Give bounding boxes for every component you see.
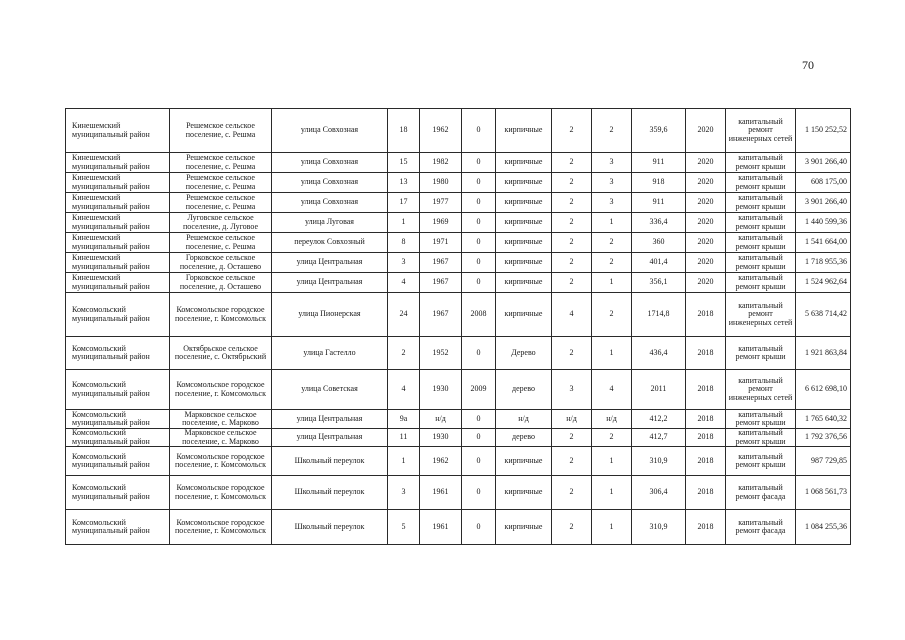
cell-street: улица Советская xyxy=(272,370,388,410)
cell-cost: 1 921 863,84 xyxy=(796,337,851,370)
table-row xyxy=(66,109,851,153)
cell-street: Школьный переулок xyxy=(272,447,388,476)
cell-planned-year: 2018 xyxy=(686,410,726,429)
cell-district: Кинешемский муниципальный район xyxy=(66,253,170,273)
cell-planned-year: 2020 xyxy=(686,153,726,173)
cell-year-built: 1971 xyxy=(420,233,462,253)
cell-street: улица Совхозная xyxy=(272,193,388,213)
cell-year-last-repair: 0 xyxy=(462,410,496,429)
cell-floors: 2 xyxy=(552,109,592,153)
cell-street: улица Центральная xyxy=(272,429,388,447)
cell-area: 401,4 xyxy=(632,253,686,273)
cell-year-built: 1967 xyxy=(420,273,462,293)
cell-entrances: 1 xyxy=(592,476,632,510)
cell-work-type: капитальный ремонт крыши xyxy=(726,173,796,193)
cell-entrances: 4 xyxy=(592,370,632,410)
cell-entrances: н/д xyxy=(592,410,632,429)
cell-cost: 3 901 266,40 xyxy=(796,193,851,213)
cell-house-number: 8 xyxy=(388,233,420,253)
cell-planned-year: 2020 xyxy=(686,109,726,153)
cell-settlement: Комсомольское городское поселение, г. Комсомольск xyxy=(170,510,272,545)
cell-area: 436,4 xyxy=(632,337,686,370)
cell-work-type: капитальный ремонт крыши xyxy=(726,233,796,253)
cell-street: улица Центральная xyxy=(272,410,388,429)
cell-floors: 2 xyxy=(552,173,592,193)
cell-year-built: 1967 xyxy=(420,253,462,273)
cell-work-type: капитальный ремонт крыши xyxy=(726,429,796,447)
cell-settlement: Марковское сельское поселение, с. Марково xyxy=(170,410,272,429)
cell-cost: 987 729,85 xyxy=(796,447,851,476)
cell-work-type: капитальный ремонт крыши xyxy=(726,253,796,273)
cell-work-type: капитальный ремонт инженерных сетей xyxy=(726,109,796,153)
cell-entrances: 3 xyxy=(592,173,632,193)
cell-settlement: Комсомольское городское поселение, г. Комсомольск xyxy=(170,370,272,410)
cell-street: улица Совхозная xyxy=(272,109,388,153)
cell-district: Кинешемский муниципальный район xyxy=(66,173,170,193)
cell-street: улица Гастелло xyxy=(272,337,388,370)
cell-year-built: 1930 xyxy=(420,429,462,447)
cell-year-built: 1961 xyxy=(420,476,462,510)
cell-year-built: 1982 xyxy=(420,153,462,173)
cell-cost: 1 524 962,64 xyxy=(796,273,851,293)
cell-year-built: 1930 xyxy=(420,370,462,410)
cell-area: 360 xyxy=(632,233,686,253)
cell-settlement: Комсомольское городское поселение, г. Комсомольск xyxy=(170,293,272,337)
cell-year-last-repair: 0 xyxy=(462,429,496,447)
cell-entrances: 2 xyxy=(592,429,632,447)
cell-planned-year: 2020 xyxy=(686,173,726,193)
cell-floors: 2 xyxy=(552,233,592,253)
cell-work-type: капитальный ремонт крыши xyxy=(726,337,796,370)
table-row xyxy=(66,410,851,429)
cell-area: 359,6 xyxy=(632,109,686,153)
cell-house-number: 2 xyxy=(388,337,420,370)
cell-house-number: 17 xyxy=(388,193,420,213)
cell-district: Комсомольский муниципальный район xyxy=(66,410,170,429)
cell-planned-year: 2018 xyxy=(686,447,726,476)
cell-cost: 1 084 255,36 xyxy=(796,510,851,545)
cell-district: Кинешемский муниципальный район xyxy=(66,193,170,213)
cell-wall-material: кирпичные xyxy=(496,193,552,213)
cell-district: Комсомольский муниципальный район xyxy=(66,337,170,370)
cell-planned-year: 2020 xyxy=(686,193,726,213)
cell-street: улица Совхозная xyxy=(272,153,388,173)
table-row xyxy=(66,447,851,476)
cell-house-number: 11 xyxy=(388,429,420,447)
cell-work-type: капитальный ремонт фасада xyxy=(726,510,796,545)
cell-floors: 2 xyxy=(552,447,592,476)
cell-planned-year: 2018 xyxy=(686,510,726,545)
cell-work-type: капитальный ремонт крыши xyxy=(726,447,796,476)
cell-year-last-repair: 0 xyxy=(462,273,496,293)
cell-district: Комсомольский муниципальный район xyxy=(66,429,170,447)
page-number: 70 xyxy=(802,58,814,72)
cell-year-last-repair: 0 xyxy=(462,193,496,213)
cell-floors: 2 xyxy=(552,510,592,545)
cell-floors: 4 xyxy=(552,293,592,337)
cell-year-last-repair: 0 xyxy=(462,253,496,273)
cell-year-last-repair: 0 xyxy=(462,447,496,476)
cell-floors: 2 xyxy=(552,273,592,293)
cell-floors: н/д xyxy=(552,410,592,429)
cell-district: Кинешемский муниципальный район xyxy=(66,153,170,173)
cell-settlement: Горковское сельское поселение, д. Осташево xyxy=(170,273,272,293)
cell-settlement: Решемское сельское поселение, с. Решма xyxy=(170,233,272,253)
cell-year-last-repair: 0 xyxy=(462,337,496,370)
cell-entrances: 1 xyxy=(592,510,632,545)
cell-house-number: 18 xyxy=(388,109,420,153)
cell-street: улица Луговая xyxy=(272,213,388,233)
table-body xyxy=(66,109,851,545)
cell-floors: 2 xyxy=(552,193,592,213)
cell-settlement: Комсомольское городское поселение, г. Комсомольск xyxy=(170,447,272,476)
cell-area: 412,2 xyxy=(632,410,686,429)
cell-entrances: 2 xyxy=(592,233,632,253)
cell-floors: 2 xyxy=(552,213,592,233)
cell-year-last-repair: 0 xyxy=(462,476,496,510)
cell-planned-year: 2018 xyxy=(686,429,726,447)
cell-area: 918 xyxy=(632,173,686,193)
table-row xyxy=(66,370,851,410)
cell-house-number: 24 xyxy=(388,293,420,337)
cell-wall-material: кирпичные xyxy=(496,273,552,293)
cell-settlement: Комсомольское городское поселение, г. Комсомольск xyxy=(170,476,272,510)
cell-year-built: 1977 xyxy=(420,193,462,213)
cell-area: 911 xyxy=(632,193,686,213)
table-row xyxy=(66,337,851,370)
cell-planned-year: 2020 xyxy=(686,253,726,273)
cell-house-number: 4 xyxy=(388,370,420,410)
cell-planned-year: 2020 xyxy=(686,273,726,293)
cell-year-built: 1962 xyxy=(420,109,462,153)
cell-year-last-repair: 2009 xyxy=(462,370,496,410)
cell-settlement: Марковское сельское поселение, с. Марково xyxy=(170,429,272,447)
cell-entrances: 1 xyxy=(592,337,632,370)
cell-cost: 1 541 664,00 xyxy=(796,233,851,253)
cell-work-type: капитальный ремонт крыши xyxy=(726,410,796,429)
cell-entrances: 3 xyxy=(592,153,632,173)
cell-entrances: 2 xyxy=(592,253,632,273)
cell-wall-material: дерево xyxy=(496,429,552,447)
cell-street: переулок Совхозный xyxy=(272,233,388,253)
cell-year-built: 1962 xyxy=(420,447,462,476)
cell-entrances: 3 xyxy=(592,193,632,213)
cell-floors: 2 xyxy=(552,429,592,447)
cell-wall-material: кирпичные xyxy=(496,173,552,193)
cell-work-type: капитальный ремонт крыши xyxy=(726,193,796,213)
cell-wall-material: кирпичные xyxy=(496,213,552,233)
cell-settlement: Решемское сельское поселение, с. Решма xyxy=(170,173,272,193)
table-row xyxy=(66,153,851,173)
cell-cost: 1 150 252,52 xyxy=(796,109,851,153)
table-row xyxy=(66,293,851,337)
cell-house-number: 1 xyxy=(388,213,420,233)
cell-settlement: Решемское сельское поселение, с. Решма xyxy=(170,153,272,173)
cell-house-number: 5 xyxy=(388,510,420,545)
cell-wall-material: кирпичные xyxy=(496,510,552,545)
cell-entrances: 2 xyxy=(592,109,632,153)
cell-house-number: 1 xyxy=(388,447,420,476)
cell-district: Комсомольский муниципальный район xyxy=(66,510,170,545)
cell-street: улица Пионерская xyxy=(272,293,388,337)
table-row xyxy=(66,429,851,447)
cell-year-last-repair: 2008 xyxy=(462,293,496,337)
cell-house-number: 4 xyxy=(388,273,420,293)
cell-area: 911 xyxy=(632,153,686,173)
cell-planned-year: 2020 xyxy=(686,213,726,233)
cell-district: Кинешемский муниципальный район xyxy=(66,233,170,253)
cell-year-last-repair: 0 xyxy=(462,173,496,193)
cell-entrances: 1 xyxy=(592,273,632,293)
cell-work-type: капитальный ремонт инженерных сетей xyxy=(726,370,796,410)
cell-wall-material: кирпичные xyxy=(496,476,552,510)
cell-year-built: 1980 xyxy=(420,173,462,193)
cell-area: 310,9 xyxy=(632,510,686,545)
cell-wall-material: кирпичные xyxy=(496,253,552,273)
cell-street: Школьный переулок xyxy=(272,476,388,510)
cell-cost: 5 638 714,42 xyxy=(796,293,851,337)
cell-work-type: капитальный ремонт крыши xyxy=(726,273,796,293)
cell-settlement: Решемское сельское поселение, с. Решма xyxy=(170,193,272,213)
cell-work-type: капитальный ремонт инженерных сетей xyxy=(726,293,796,337)
cell-year-built: 1967 xyxy=(420,293,462,337)
cell-area: 412,7 xyxy=(632,429,686,447)
cell-year-last-repair: 0 xyxy=(462,233,496,253)
cell-year-built: 1952 xyxy=(420,337,462,370)
cell-wall-material: кирпичные xyxy=(496,293,552,337)
table-row xyxy=(66,476,851,510)
cell-wall-material: Дерево xyxy=(496,337,552,370)
cell-year-last-repair: 0 xyxy=(462,109,496,153)
cell-floors: 2 xyxy=(552,253,592,273)
cell-street: улица Центральная xyxy=(272,253,388,273)
cell-cost: 1 440 599,36 xyxy=(796,213,851,233)
cell-settlement: Горковское сельское поселение, д. Осташево xyxy=(170,253,272,273)
cell-floors: 2 xyxy=(552,476,592,510)
cell-street: Школьный переулок xyxy=(272,510,388,545)
cell-cost: 6 612 698,10 xyxy=(796,370,851,410)
cell-area: 2011 xyxy=(632,370,686,410)
cell-district: Кинешемский муниципальный район xyxy=(66,109,170,153)
cell-entrances: 2 xyxy=(592,293,632,337)
cell-year-built: н/д xyxy=(420,410,462,429)
cell-house-number: 3 xyxy=(388,476,420,510)
cell-house-number: 13 xyxy=(388,173,420,193)
cell-floors: 3 xyxy=(552,370,592,410)
cell-planned-year: 2020 xyxy=(686,233,726,253)
cell-settlement: Луговское сельское поселение, д. Луговое xyxy=(170,213,272,233)
cell-year-last-repair: 0 xyxy=(462,213,496,233)
table-row xyxy=(66,213,851,233)
cell-planned-year: 2018 xyxy=(686,293,726,337)
cell-planned-year: 2018 xyxy=(686,476,726,510)
cell-district: Комсомольский муниципальный район xyxy=(66,370,170,410)
cell-cost: 608 175,00 xyxy=(796,173,851,193)
cell-area: 356,1 xyxy=(632,273,686,293)
table-row xyxy=(66,233,851,253)
cell-year-built: 1961 xyxy=(420,510,462,545)
cell-work-type: капитальный ремонт крыши xyxy=(726,153,796,173)
cell-area: 310,9 xyxy=(632,447,686,476)
cell-settlement: Решемское сельское поселение, с. Решма xyxy=(170,109,272,153)
cell-wall-material: кирпичные xyxy=(496,109,552,153)
table-row xyxy=(66,193,851,213)
cell-district: Кинешемский муниципальный район xyxy=(66,273,170,293)
cell-district: Комсомольский муниципальный район xyxy=(66,447,170,476)
cell-wall-material: дерево xyxy=(496,370,552,410)
cell-planned-year: 2018 xyxy=(686,370,726,410)
cell-street: улица Центральная xyxy=(272,273,388,293)
cell-cost: 1 792 376,56 xyxy=(796,429,851,447)
cell-floors: 2 xyxy=(552,153,592,173)
cell-cost: 3 901 266,40 xyxy=(796,153,851,173)
cell-wall-material: кирпичные xyxy=(496,153,552,173)
cell-district: Комсомольский муниципальный район xyxy=(66,476,170,510)
cell-wall-material: н/д xyxy=(496,410,552,429)
cell-cost: 1 068 561,73 xyxy=(796,476,851,510)
table-row xyxy=(66,510,851,545)
cell-year-last-repair: 0 xyxy=(462,153,496,173)
cell-wall-material: кирпичные xyxy=(496,447,552,476)
table-row xyxy=(66,273,851,293)
cell-area: 1714,8 xyxy=(632,293,686,337)
repair-program-table xyxy=(65,108,851,545)
table-row xyxy=(66,173,851,193)
cell-district: Комсомольский муниципальный район xyxy=(66,293,170,337)
cell-planned-year: 2018 xyxy=(686,337,726,370)
cell-district: Кинешемский муниципальный район xyxy=(66,213,170,233)
cell-area: 336,4 xyxy=(632,213,686,233)
cell-year-last-repair: 0 xyxy=(462,510,496,545)
table-row xyxy=(66,253,851,273)
cell-work-type: капитальный ремонт крыши xyxy=(726,213,796,233)
cell-house-number: 15 xyxy=(388,153,420,173)
cell-entrances: 1 xyxy=(592,447,632,476)
cell-area: 306,4 xyxy=(632,476,686,510)
cell-settlement: Октябрьское сельское поселение, с. Октябрьский xyxy=(170,337,272,370)
cell-year-built: 1969 xyxy=(420,213,462,233)
cell-street: улица Совхозная xyxy=(272,173,388,193)
cell-entrances: 1 xyxy=(592,213,632,233)
cell-work-type: капитальный ремонт фасада xyxy=(726,476,796,510)
cell-cost: 1 718 955,36 xyxy=(796,253,851,273)
cell-house-number: 3 xyxy=(388,253,420,273)
cell-cost: 1 765 640,32 xyxy=(796,410,851,429)
cell-floors: 2 xyxy=(552,337,592,370)
cell-house-number: 9а xyxy=(388,410,420,429)
cell-wall-material: кирпичные xyxy=(496,233,552,253)
